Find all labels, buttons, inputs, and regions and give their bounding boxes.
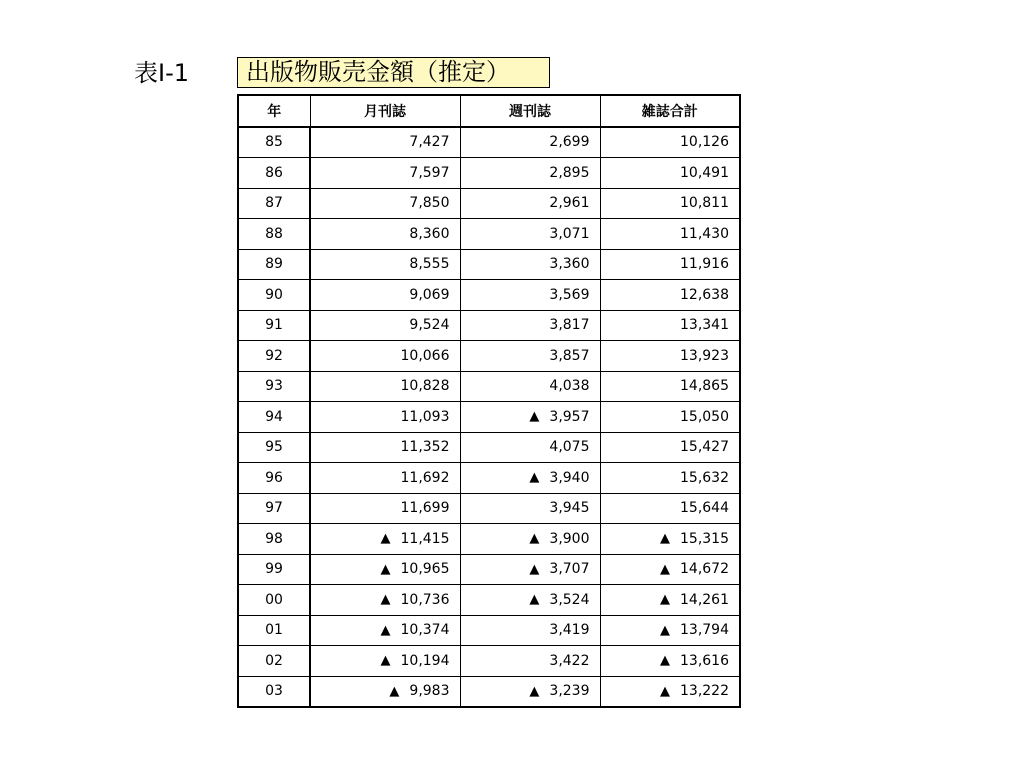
table-row <box>238 432 740 463</box>
decline-marker-icon: ▲ <box>529 683 540 699</box>
total-value: 15,315 <box>680 530 729 547</box>
total-value: 13,616 <box>680 652 729 669</box>
monthly-value: 9,524 <box>409 317 450 334</box>
total-cell <box>600 341 740 372</box>
weekly-cell <box>460 310 600 341</box>
year-cell: 03 <box>238 676 310 707</box>
header-total: 雑誌合計 <box>600 95 740 127</box>
decline-marker-icon: ▲ <box>660 592 670 608</box>
weekly-value: 4,038 <box>549 378 590 395</box>
year-cell: 96 <box>238 463 310 494</box>
year-cell: 95 <box>238 432 310 463</box>
total-cell <box>600 127 740 158</box>
monthly-cell <box>310 188 460 219</box>
total-value: 15,644 <box>680 500 729 517</box>
table-title: 出版物販売金額（推定） <box>237 57 550 88</box>
total-cell <box>600 310 740 341</box>
table-row <box>238 585 740 616</box>
total-value: 15,427 <box>680 439 729 456</box>
weekly-value: 3,524 <box>549 591 590 608</box>
weekly-cell <box>460 402 600 433</box>
monthly-cell <box>310 371 460 402</box>
weekly-value: 3,569 <box>549 286 590 303</box>
year-cell: 91 <box>238 310 310 341</box>
total-value: 15,050 <box>680 408 729 425</box>
total-cell <box>600 371 740 402</box>
monthly-cell <box>310 341 460 372</box>
weekly-value: 3,957 <box>549 408 590 425</box>
monthly-cell <box>310 524 460 555</box>
header-row <box>238 95 740 127</box>
year-cell: 00 <box>238 585 310 616</box>
total-value: 14,672 <box>680 561 729 578</box>
weekly-cell <box>460 158 600 189</box>
table-body <box>238 127 740 708</box>
total-value: 13,222 <box>680 683 729 700</box>
monthly-cell <box>310 493 460 524</box>
table-row <box>238 463 740 494</box>
year-cell: 92 <box>238 341 310 372</box>
year-cell: 02 <box>238 646 310 677</box>
decline-marker-icon: ▲ <box>380 561 391 577</box>
total-value: 12,638 <box>680 286 729 303</box>
weekly-value: 2,699 <box>549 134 590 151</box>
total-cell <box>600 249 740 280</box>
monthly-value: 8,360 <box>409 225 450 242</box>
weekly-cell <box>460 432 600 463</box>
total-cell <box>600 402 740 433</box>
year-cell: 87 <box>238 188 310 219</box>
total-cell <box>600 554 740 585</box>
table-row <box>238 249 740 280</box>
monthly-value: 9,983 <box>409 683 450 700</box>
year-cell: 93 <box>238 371 310 402</box>
weekly-cell <box>460 554 600 585</box>
total-cell <box>600 615 740 646</box>
header-year: 年 <box>238 95 310 127</box>
monthly-value: 10,828 <box>400 378 450 395</box>
monthly-cell <box>310 585 460 616</box>
table-row <box>238 341 740 372</box>
monthly-value: 11,415 <box>400 530 450 547</box>
total-cell <box>600 463 740 494</box>
table-row <box>238 127 740 158</box>
monthly-value: 11,699 <box>400 500 450 517</box>
table-row <box>238 493 740 524</box>
monthly-value: 7,427 <box>409 134 450 151</box>
year-cell: 85 <box>238 127 310 158</box>
weekly-value: 2,895 <box>549 164 590 181</box>
monthly-value: 11,692 <box>400 469 450 486</box>
total-value: 11,430 <box>680 225 729 242</box>
decline-marker-icon: ▲ <box>529 531 540 547</box>
monthly-cell <box>310 280 460 311</box>
total-cell <box>600 646 740 677</box>
decline-marker-icon: ▲ <box>529 561 540 577</box>
weekly-value: 3,707 <box>549 561 590 578</box>
table-row <box>238 676 740 707</box>
table-row <box>238 219 740 250</box>
year-cell: 97 <box>238 493 310 524</box>
monthly-cell <box>310 402 460 433</box>
decline-marker-icon: ▲ <box>380 531 391 547</box>
total-cell <box>600 188 740 219</box>
total-cell <box>600 219 740 250</box>
weekly-value: 2,961 <box>549 195 590 212</box>
decline-marker-icon: ▲ <box>660 561 670 577</box>
year-cell: 99 <box>238 554 310 585</box>
weekly-cell <box>460 341 600 372</box>
header-monthly: 月刊誌 <box>310 95 460 127</box>
decline-marker-icon: ▲ <box>389 683 400 699</box>
table-row <box>238 646 740 677</box>
weekly-value: 3,419 <box>549 622 590 639</box>
weekly-value: 3,071 <box>549 225 590 242</box>
weekly-cell <box>460 127 600 158</box>
total-cell <box>600 432 740 463</box>
monthly-cell <box>310 310 460 341</box>
monthly-value: 9,069 <box>409 286 450 303</box>
year-cell: 98 <box>238 524 310 555</box>
monthly-cell <box>310 463 460 494</box>
sales-table <box>237 94 741 708</box>
total-value: 11,916 <box>680 256 729 273</box>
table-row <box>238 554 740 585</box>
total-value: 13,794 <box>680 622 729 639</box>
monthly-value: 7,850 <box>409 195 450 212</box>
weekly-cell <box>460 646 600 677</box>
decline-marker-icon: ▲ <box>380 592 391 608</box>
total-value: 14,865 <box>680 378 729 395</box>
monthly-value: 10,736 <box>400 591 450 608</box>
monthly-value: 11,093 <box>400 408 450 425</box>
total-value: 10,811 <box>680 195 729 212</box>
weekly-value: 3,817 <box>549 317 590 334</box>
total-value: 10,126 <box>680 134 729 151</box>
decline-marker-icon: ▲ <box>660 531 670 547</box>
weekly-cell <box>460 463 600 494</box>
total-value: 15,632 <box>680 469 729 486</box>
decline-marker-icon: ▲ <box>380 622 391 638</box>
year-cell: 90 <box>238 280 310 311</box>
monthly-value: 10,194 <box>400 652 450 669</box>
year-cell: 89 <box>238 249 310 280</box>
decline-marker-icon: ▲ <box>529 592 540 608</box>
year-cell: 94 <box>238 402 310 433</box>
weekly-value: 3,900 <box>549 530 590 547</box>
monthly-value: 10,066 <box>400 347 450 364</box>
table-row <box>238 615 740 646</box>
monthly-cell <box>310 158 460 189</box>
monthly-value: 10,965 <box>400 561 450 578</box>
weekly-cell <box>460 676 600 707</box>
total-value: 13,341 <box>680 317 729 334</box>
weekly-value: 3,857 <box>549 347 590 364</box>
table-label: 表Ⅰ-1 <box>134 59 190 87</box>
weekly-cell <box>460 280 600 311</box>
total-value: 10,491 <box>680 164 729 181</box>
monthly-value: 8,555 <box>409 256 450 273</box>
monthly-cell <box>310 219 460 250</box>
table-row <box>238 158 740 189</box>
monthly-cell <box>310 646 460 677</box>
monthly-value: 10,374 <box>400 622 450 639</box>
weekly-value: 4,075 <box>549 439 590 456</box>
decline-marker-icon: ▲ <box>529 470 540 486</box>
monthly-cell <box>310 249 460 280</box>
total-cell <box>600 524 740 555</box>
monthly-cell <box>310 554 460 585</box>
weekly-value: 3,360 <box>549 256 590 273</box>
total-cell <box>600 676 740 707</box>
table-row <box>238 188 740 219</box>
weekly-cell <box>460 219 600 250</box>
total-value: 14,261 <box>680 591 729 608</box>
weekly-value: 3,945 <box>549 500 590 517</box>
monthly-cell <box>310 676 460 707</box>
weekly-cell <box>460 249 600 280</box>
total-cell <box>600 585 740 616</box>
weekly-cell <box>460 371 600 402</box>
decline-marker-icon: ▲ <box>529 409 540 425</box>
monthly-cell <box>310 615 460 646</box>
header-weekly: 週刊誌 <box>460 95 600 127</box>
table-row <box>238 402 740 433</box>
year-cell: 88 <box>238 219 310 250</box>
decline-marker-icon: ▲ <box>380 653 391 669</box>
year-cell: 86 <box>238 158 310 189</box>
table-row <box>238 280 740 311</box>
decline-marker-icon: ▲ <box>660 683 670 699</box>
total-cell <box>600 158 740 189</box>
weekly-value: 3,422 <box>549 652 590 669</box>
table-row <box>238 310 740 341</box>
total-cell <box>600 493 740 524</box>
year-cell: 01 <box>238 615 310 646</box>
weekly-cell <box>460 585 600 616</box>
weekly-cell <box>460 188 600 219</box>
total-value: 13,923 <box>680 347 729 364</box>
table-row <box>238 371 740 402</box>
decline-marker-icon: ▲ <box>660 653 670 669</box>
monthly-value: 7,597 <box>409 164 450 181</box>
monthly-cell <box>310 127 460 158</box>
total-cell <box>600 280 740 311</box>
weekly-cell <box>460 493 600 524</box>
weekly-cell <box>460 615 600 646</box>
weekly-value: 3,940 <box>549 469 590 486</box>
monthly-cell <box>310 432 460 463</box>
weekly-cell <box>460 524 600 555</box>
table-row <box>238 524 740 555</box>
decline-marker-icon: ▲ <box>660 622 670 638</box>
weekly-value: 3,239 <box>549 683 590 700</box>
monthly-value: 11,352 <box>400 439 450 456</box>
